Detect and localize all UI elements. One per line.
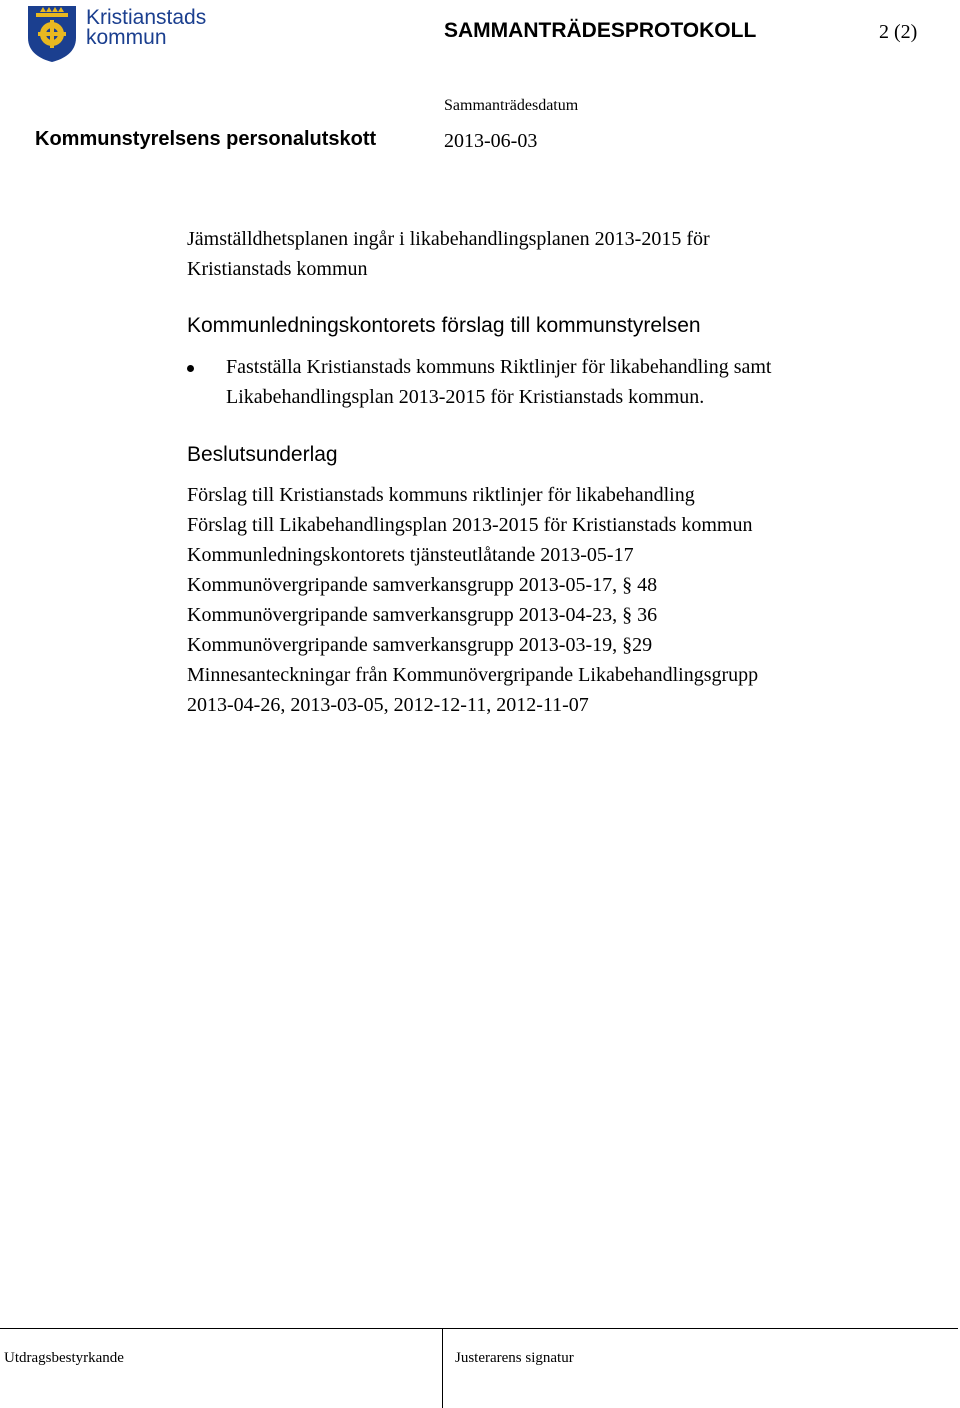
list-item: Förslag till Kristianstads kommuns riktlinjer för likabehandling	[187, 484, 695, 506]
list-item: Kommunledningskontorets tjänsteutlåtande 2013-05-17	[187, 544, 634, 566]
logo-line-2: kommun	[86, 26, 167, 49]
meeting-date-label: Sammanträdesdatum	[444, 97, 579, 114]
list-item: Förslag till Likabehandlingsplan 2013-2015 för Kristianstads kommun	[187, 514, 753, 536]
intro-line: Kristianstads kommun	[187, 258, 368, 280]
document-type: SAMMANTRÄDESPROTOKOLL	[444, 19, 757, 42]
intro-paragraph	[187, 224, 710, 284]
list-item: Kommunövergripande samverkansgrupp 2013-05-17, § 48	[187, 574, 658, 596]
footer-column-divider	[442, 1328, 443, 1408]
list-item: Kommunövergripande samverkansgrupp 2013-04-23, § 36	[187, 604, 658, 626]
extract-certification-label: Utdragsbestyrkande	[4, 1350, 124, 1366]
proposal-heading: Kommunledningskontorets förslag till kommunstyrelsen	[187, 314, 701, 337]
intro-line: Jämställdhetsplanen ingår i likabehandlingsplanen 2013-2015 för	[187, 228, 710, 250]
logo-line-1: Kristianstads	[86, 6, 207, 29]
decision-basis-list	[187, 480, 758, 720]
adjuster-signature-label: Justerarens signatur	[455, 1350, 574, 1366]
list-item: Minnesanteckningar från Kommunövergripande Likabehandlingsgrupp	[187, 664, 759, 686]
coat-of-arms-logo	[26, 4, 78, 64]
bullet-line: Fastställa Kristianstads kommuns Riktlinjer för likabehandling samt	[226, 356, 772, 378]
footer-divider	[0, 1328, 958, 1329]
municipality-logo-text	[86, 8, 206, 48]
list-item: Kommunövergripande samverkansgrupp 2013-03-19, §29	[187, 634, 653, 656]
bullet-icon	[187, 365, 194, 372]
proposal-bullet-text	[226, 352, 772, 412]
bullet-line: Likabehandlingsplan 2013-2015 för Kristianstads kommun.	[226, 386, 705, 408]
meeting-date: 2013-06-03	[444, 130, 538, 152]
page-number: 2 (2)	[879, 21, 918, 43]
list-item: 2013-04-26, 2013-03-05, 2012-12-11, 2012-11-07	[187, 694, 589, 716]
committee-name: Kommunstyrelsens personalutskott	[35, 128, 377, 150]
decision-basis-heading: Beslutsunderlag	[187, 443, 338, 466]
